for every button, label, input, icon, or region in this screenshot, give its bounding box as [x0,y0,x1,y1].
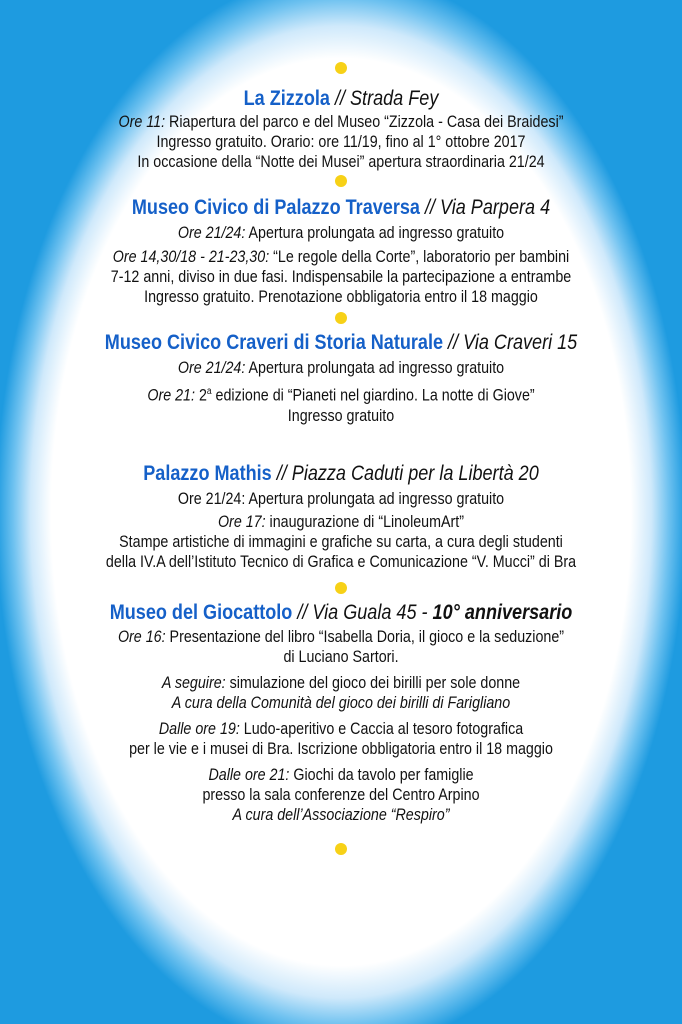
event [55,489,628,509]
event-detail: della IV.A dell’Istituto Tecnico di Grafica e Comunicazione “V. Mucci” di Bra [105,551,577,571]
event-text: Presentazione del libro “Isabella Doria, il gioco e la seduzione” [165,626,565,646]
event-text: Apertura prolungata ad ingresso gratuito [245,358,505,377]
ordinal-superscript: a [206,386,212,397]
venue-address: // Via Guala 45 - [292,600,433,624]
venue-address: // Piazza Caduti per la Libertà 20 [271,461,539,485]
event-line [55,382,628,406]
section-heading [48,331,635,355]
event-detail: per le vie e i musei di Bra. Iscrizione obbligatoria entro il 18 maggio [129,738,553,758]
event-detail: Ingresso gratuito. Prenotazione obbligatoria entro il 18 maggio [144,287,538,306]
separator-dot [335,312,347,324]
section-heading [48,462,635,486]
event-program [0,62,682,855]
section-heading [48,601,635,625]
event [55,358,628,378]
event-time: Ore 21/24: [177,223,246,242]
event-line [55,358,628,378]
venue-name: Palazzo Mathis [143,461,272,485]
event-text: Giochi da tavolo per famiglie [289,764,474,784]
event-text: simulazione del gioco dei birilli per sole donne [225,672,521,692]
event-text: edizione di “Pianeti nel giardino. La notte di Giove” [211,385,535,405]
event-text: Riapertura del parco e del Museo “Zizzola - Casa dei Braidesi” [165,112,564,131]
event [55,382,628,426]
event-detail: Ingresso gratuito [287,405,395,425]
anniversary-label: 10° anniversario [432,600,573,624]
event [55,719,628,759]
section-museo-giocattolo [0,601,682,825]
separator-dot [335,582,347,594]
venue-name: Museo Civico Craveri di Storia Naturale [104,331,444,354]
event-text: 2 [194,385,207,405]
event-detail: Ingresso gratuito. Orario: ore 11/19, fino al 1° ottobre 2017 [156,132,526,151]
event [55,673,628,713]
event-time: Ore 11: [118,112,166,131]
venue-name: Museo del Giocattolo [109,600,293,624]
section-museo-craveri [0,331,682,426]
event [55,765,628,825]
venue-name: La Zizzola [243,87,330,110]
event-detail: Stampe artistiche di immagini e grafiche su carta, a cura degli studenti [119,531,563,551]
event-time: Ore 16: [117,626,166,646]
event-line [55,112,628,132]
section-heading [48,196,635,220]
event-detail: presso la sala conferenze del Centro Arpino [202,784,480,804]
spacer [0,426,682,462]
event-time: A seguire: [161,672,226,692]
event-line [55,765,628,785]
event-text: Ludo-aperitivo e Caccia al tesoro fotografica [239,718,524,738]
venue-address: // Via Parpera 4 [419,196,551,219]
separator-dot [335,843,347,855]
event-line [55,247,628,267]
event-time: Ore 14,30/18 - 21-23,30: [112,247,270,266]
separator-dot [335,62,347,74]
event-time: Dalle ore 21: [208,764,290,784]
event-line: Ore 21/24: Apertura prolungata ad ingresso gratuito [177,488,505,508]
section-palazzo-mathis [0,462,682,572]
venue-address: // Strada Fey [329,87,439,110]
section-heading [48,87,635,111]
event-text: inaugurazione di “LinoleumArt” [265,511,465,531]
event-text: Apertura prolungata ad ingresso gratuito [245,223,505,242]
event-detail: A cura della Comunità del gioco dei birilli di Farigliano [171,692,511,712]
event-detail: A cura dell’Associazione “Respiro” [232,804,450,824]
event-line [55,719,628,739]
event-detail: In occasione della “Notte dei Musei” apertura straordinaria 21/24 [137,152,545,171]
event-line [55,673,628,693]
section-la-zizzola [0,87,682,172]
event [55,112,628,172]
event [55,247,628,307]
section-palazzo-traversa [0,196,682,307]
event-line [55,627,628,647]
event-time: Ore 21/24: [177,358,246,377]
event-text: “Le regole della Corte”, laboratorio per bambini [269,247,570,266]
event-time: Dalle ore 19: [158,718,240,738]
event-line [55,223,628,243]
event-detail: 7-12 anni, diviso in due fasi. Indispensabile la partecipazione a entrambe [110,267,572,286]
event [55,512,628,572]
venue-address: // Via Craveri 15 [443,331,578,354]
event [55,627,628,667]
event-line [55,512,628,532]
venue-name: Museo Civico di Palazzo Traversa [131,196,420,219]
event-detail: di Luciano Sartori. [283,646,399,666]
event [55,223,628,243]
event-time: Ore 17: [217,511,266,531]
separator-dot [335,175,347,187]
event-time: Ore 21: [147,385,195,405]
